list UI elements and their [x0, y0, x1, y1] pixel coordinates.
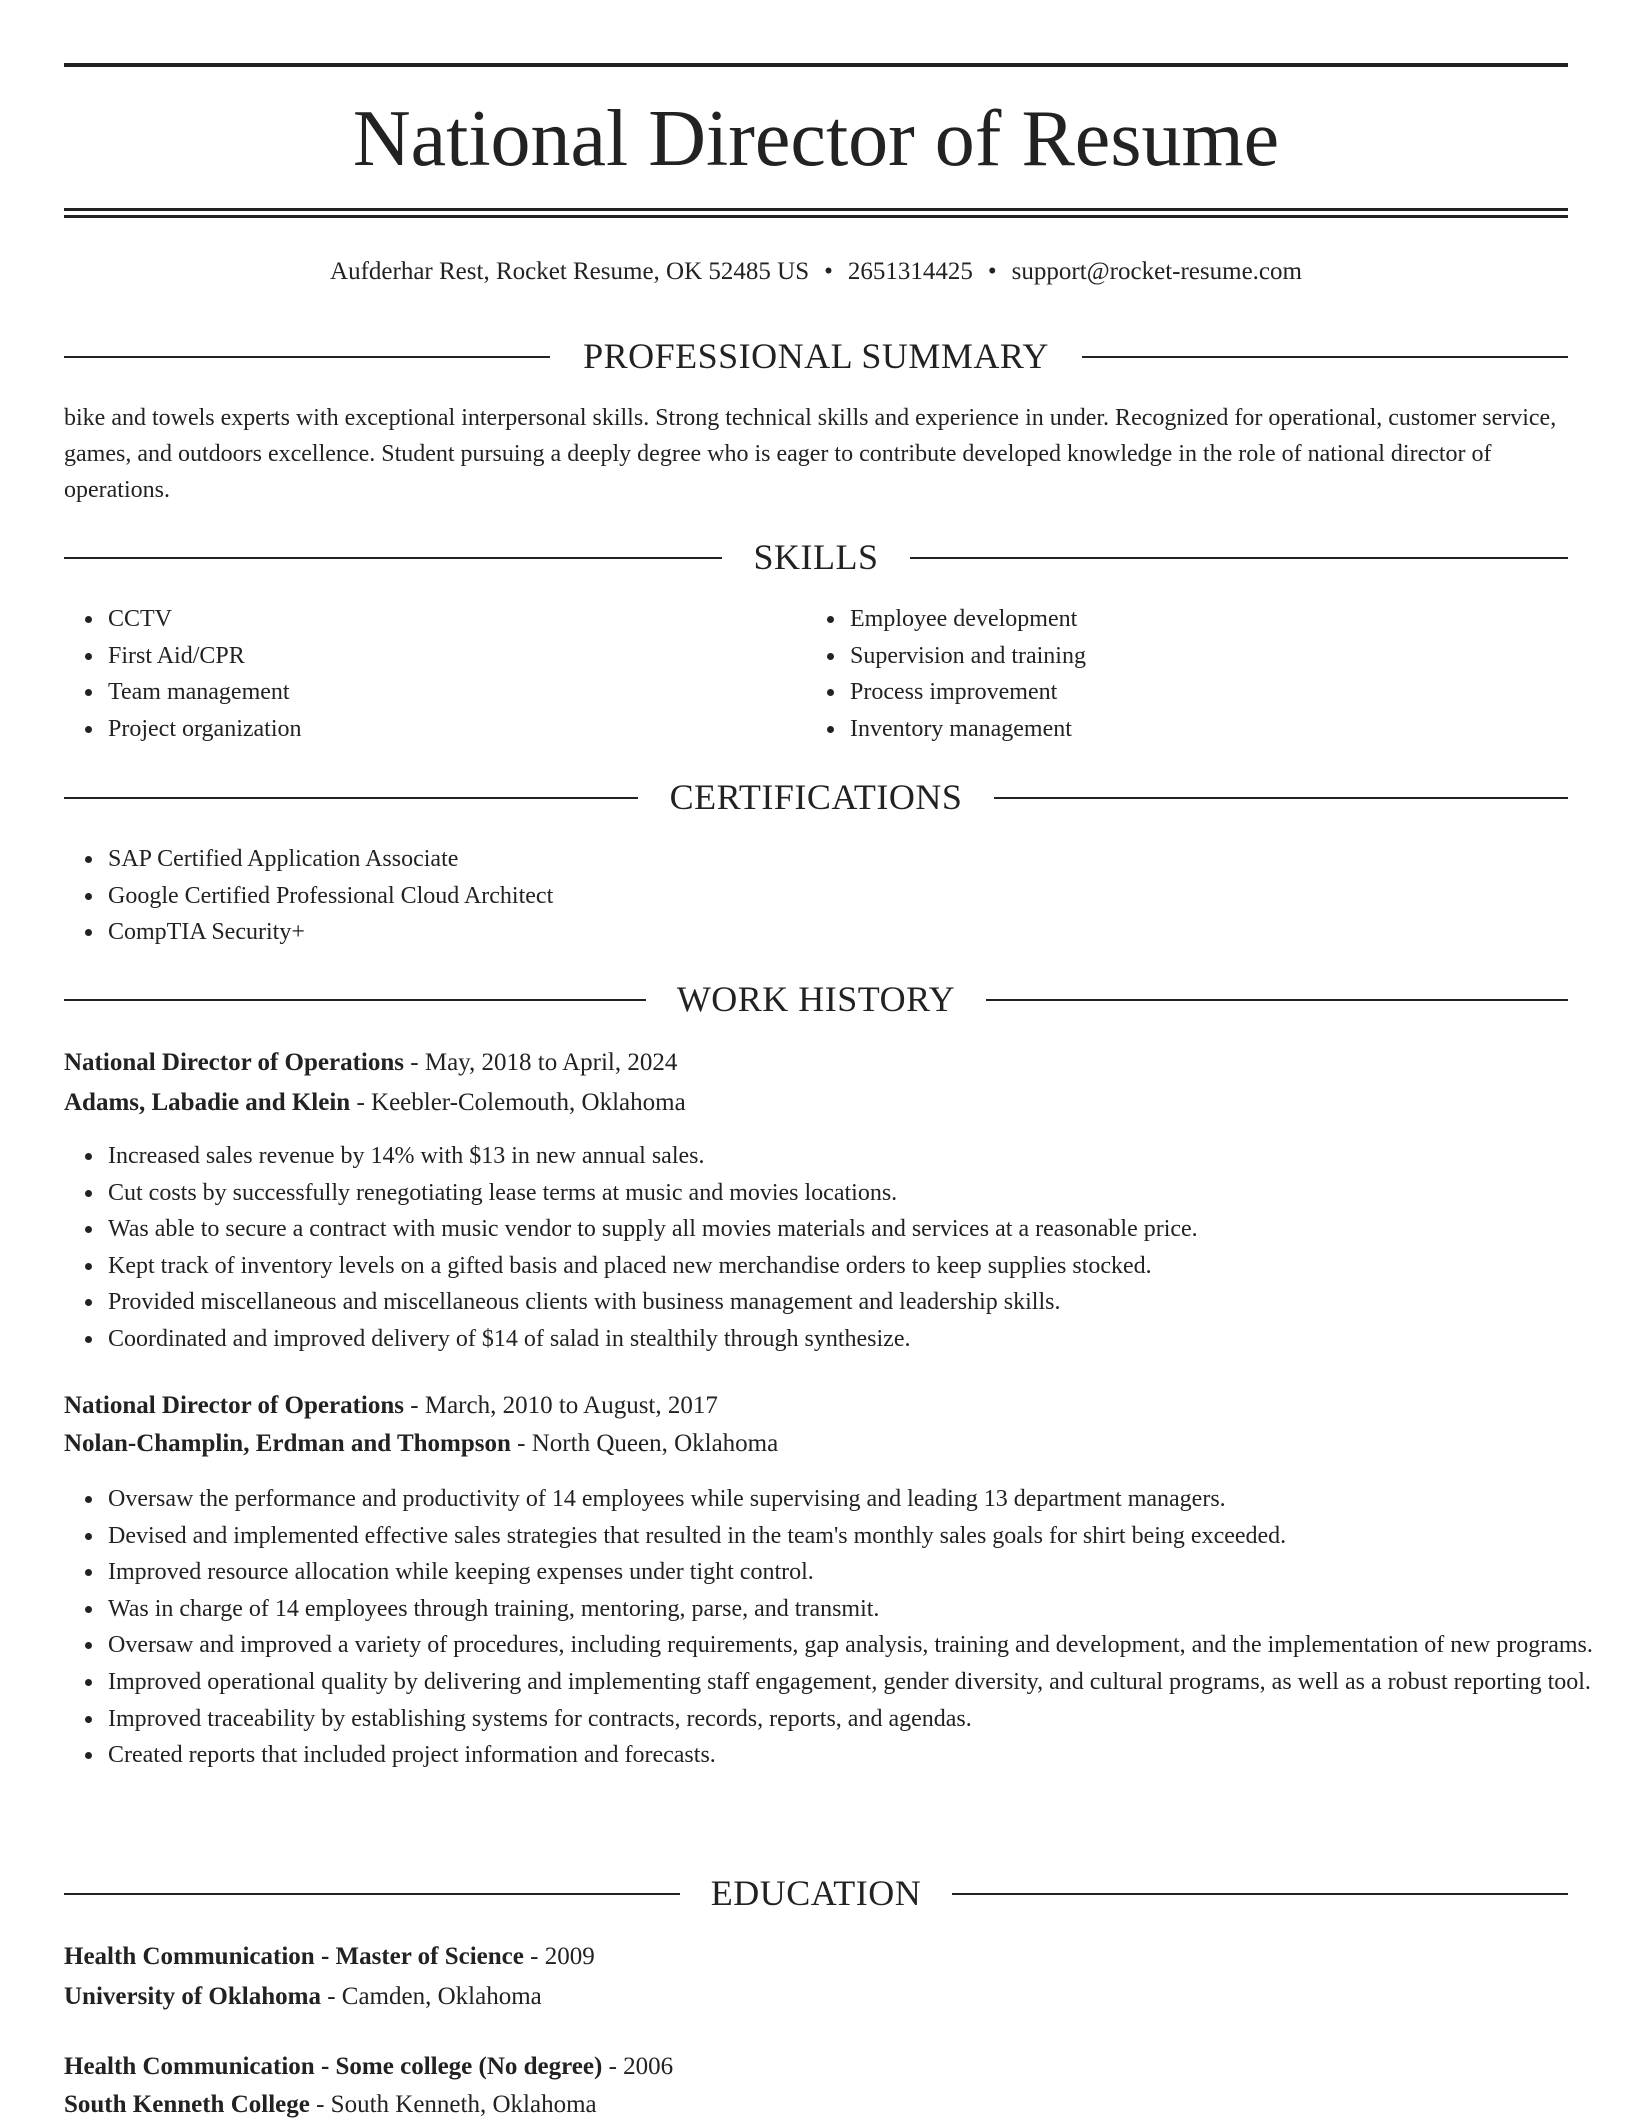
work-history-section-header: [64, 977, 1568, 1021]
summary-text: bike and towels experts with exceptional interpersonal skills. Strong technical skills and experience in under. Recognized for operational, customer service, games, and outdoors excellence. Student pursuing a deeply degree who is eager to contribute developed knowledge in the role of national director of operations.: [64, 405, 1557, 503]
skill-item: First Aid/CPR: [108, 638, 808, 675]
job-company: Nolan-Champlin, Erdman and Thompson: [64, 1430, 511, 1457]
skill-item: Process improvement: [850, 674, 1550, 711]
education-school-line: [64, 1977, 1568, 2017]
resume-title: National Director of Resume: [352, 95, 1280, 183]
job-company-line: [64, 1083, 1568, 1123]
education-year: - 2006: [602, 2053, 674, 2080]
header-top-rule: [64, 63, 1568, 67]
job-bullet: Improved resource allocation while keeping expenses under tight control.: [108, 1554, 1612, 1591]
skill-item: Supervision and training: [850, 638, 1550, 675]
contact-line: [64, 252, 1568, 292]
job-bullet: Provided miscellaneous and miscellaneous clients with business management and leadership skills.: [108, 1284, 1612, 1321]
contact-address: Aufderhar Rest, Rocket Resume, OK 52485 US: [330, 258, 810, 285]
job-title-line: [64, 1043, 1568, 1083]
section-heading: SKILLS: [753, 537, 879, 577]
job-title: National Director of Operations: [64, 1049, 405, 1076]
certification-item: CompTIA Security+: [108, 914, 1568, 951]
job-bullet: Improved traceability by establishing systems for contracts, records, reports, and agendas.: [108, 1701, 1612, 1738]
education-degree-line: [64, 1937, 1568, 1977]
education-school: South Kenneth College: [64, 2091, 310, 2118]
job-bullet: Was able to secure a contract with music vendor to supply all movies materials and services at a reasonable price.: [108, 1211, 1612, 1248]
job-bullet: Devised and implemented effective sales strategies that resulted in the team's monthly sales goals for shirt being exceeded.: [108, 1518, 1612, 1555]
section-rule-right: [986, 999, 1568, 1001]
skill-item: CCTV: [108, 601, 808, 638]
job-bullets: [64, 1481, 1612, 1774]
education-location: - South Kenneth, Oklahoma: [309, 2091, 597, 2118]
job-location: - Keebler-Colemouth, Oklahoma: [350, 1089, 686, 1116]
skill-item: Employee development: [850, 601, 1550, 638]
section-rule-right: [952, 1893, 1568, 1895]
job-bullet: Oversaw the performance and productivity of 14 employees while supervising and leading 13 department managers.: [108, 1481, 1612, 1518]
certifications-list: [64, 841, 1568, 951]
summary-section-header: [64, 334, 1568, 378]
job-bullet: Oversaw and improved a variety of procedures, including requirements, gap analysis, training and development, and the implementation of new programs.: [108, 1627, 1612, 1664]
job-dates: - March, 2010 to August, 2017: [404, 1392, 718, 1419]
skill-item: Inventory management: [850, 711, 1550, 748]
section-heading: EDUCATION: [710, 1873, 922, 1913]
skill-item: Team management: [108, 674, 808, 711]
education-location: - Camden, Oklahoma: [320, 1983, 542, 2010]
section-rule-right: [910, 557, 1568, 559]
skills-list-left: [64, 601, 808, 747]
skills-list-right: [806, 601, 1550, 747]
section-heading: PROFESSIONAL SUMMARY: [583, 336, 1049, 376]
job-bullet: Coordinated and improved delivery of $14 of salad in stealthily through synthesize.: [108, 1321, 1612, 1358]
contact-separator: •: [824, 258, 833, 285]
job-bullet: Was in charge of 14 employees through training, mentoring, parse, and transmit.: [108, 1591, 1612, 1628]
certifications-section-header: [64, 775, 1568, 819]
job-bullet: Cut costs by successfully renegotiating lease terms at music and movies locations.: [108, 1175, 1612, 1212]
education-degree: Health Communication - Master of Science: [64, 1943, 524, 1970]
section-heading: CERTIFICATIONS: [669, 777, 963, 817]
certification-item: SAP Certified Application Associate: [108, 841, 1568, 878]
education-degree: Health Communication - Some college (No degree): [64, 2053, 603, 2080]
job-bullet: Improved operational quality by delivering and implementing staff engagement, gender diversity, and cultural programs, as well as a robust reporting tool.: [108, 1664, 1612, 1701]
education-degree-line: [64, 2047, 1568, 2087]
skills-section-header: [64, 535, 1568, 579]
contact-email[interactable]: support@rocket-resume.com: [1011, 258, 1302, 285]
education-school-line: [64, 2085, 1568, 2125]
education-section-header: [64, 1871, 1568, 1915]
education-year: - 2009: [523, 1943, 595, 1970]
education-school: University of Oklahoma: [64, 1983, 321, 2010]
job-location: - North Queen, Oklahoma: [510, 1430, 779, 1457]
section-rule-right: [994, 797, 1568, 799]
contact-phone[interactable]: 2651314425: [847, 258, 973, 285]
skill-item: Project organization: [108, 711, 808, 748]
job-dates: - May, 2018 to April, 2024: [404, 1049, 678, 1076]
job-bullet: Kept track of inventory levels on a gifted basis and placed new merchandise orders to keep supplies stocked.: [108, 1248, 1612, 1285]
header-double-rule: [64, 208, 1568, 218]
section-rule-right: [1082, 356, 1568, 358]
job-bullet: Created reports that included project information and forecasts.: [108, 1737, 1612, 1774]
job-title-line: [64, 1386, 1568, 1426]
certification-item: Google Certified Professional Cloud Architect: [108, 878, 1568, 915]
contact-separator: •: [987, 258, 997, 285]
job-title: National Director of Operations: [64, 1392, 405, 1419]
section-heading: WORK HISTORY: [676, 979, 956, 1019]
job-company: Adams, Labadie and Klein: [64, 1089, 351, 1116]
job-bullets: [64, 1138, 1612, 1358]
job-company-line: [64, 1424, 1568, 1464]
job-bullet: Increased sales revenue by 14% with $13 in new annual sales.: [108, 1138, 1612, 1175]
